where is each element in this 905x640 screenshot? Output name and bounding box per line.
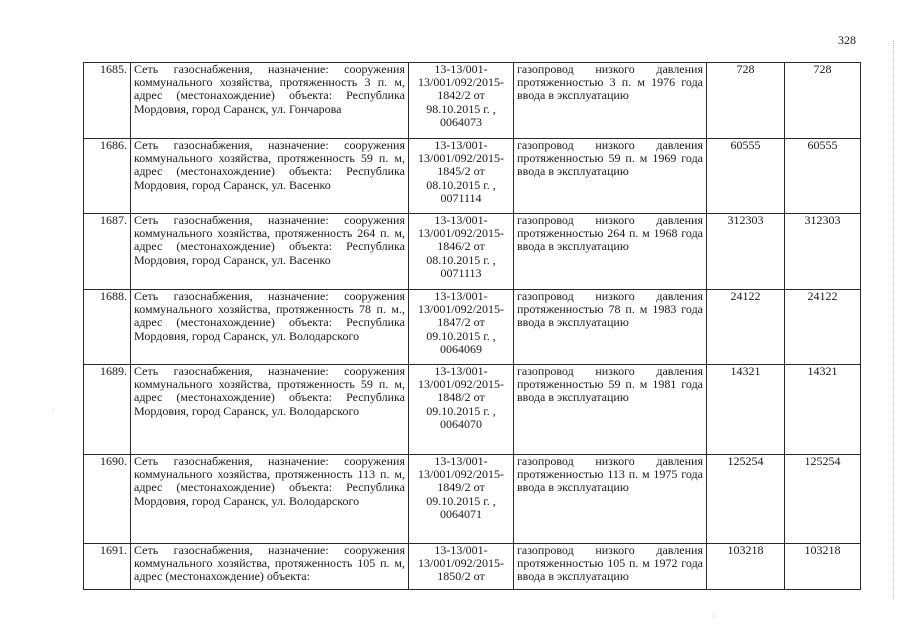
row-number: 1691. (84, 544, 131, 590)
value-cell: 103218 (785, 544, 861, 590)
value-cell: 24122 (785, 290, 861, 365)
row-number: 1689. (84, 365, 131, 455)
object-description: Сеть газоснабжения, назначение: сооружения коммунального хозяйства, протяженность 113 п. м, адрес (местонахождение) объекта: Республика Мордовия, город Саранск, ул. Володарского (131, 455, 409, 544)
value-cell: 60555 (785, 139, 861, 214)
table-row (84, 139, 861, 214)
value-cell: 125254 (785, 455, 861, 544)
scan-edge-artifact (893, 40, 900, 600)
table-row (84, 455, 861, 544)
table-row (84, 214, 861, 290)
pipeline-note: газопровод низкого давления протяженностью 78 п. м 1983 года ввода в эксплуатацию (514, 290, 707, 365)
value-cell: 14321 (785, 365, 861, 455)
row-number: 1685. (84, 63, 131, 139)
row-number: 1690. (84, 455, 131, 544)
value-cell: 103218 (707, 544, 785, 590)
registration-record: 13-13/001-13/001/092/2015-1850/2 от (409, 544, 514, 590)
object-description: Сеть газоснабжения, назначение: сооружения коммунального хозяйства, протяженность 59 п. м, адрес (местонахождение) объекта: Республика Мордовия, город Саранск, ул. Володарского (131, 365, 409, 455)
scan-speck: · (712, 612, 715, 621)
registry-table (83, 62, 861, 590)
value-cell: 312303 (707, 214, 785, 290)
registration-record: 13-13/001-13/001/092/2015-1842/2 от 98.10.2015 г. , 0064073 (409, 63, 514, 139)
value-cell: 728 (707, 63, 785, 139)
table-row (84, 290, 861, 365)
value-cell: 60555 (707, 139, 785, 214)
object-description: Сеть газоснабжения, назначение: сооружения коммунального хозяйства, протяженность 59 п. м, адрес (местонахождение) объекта: Республика Мордовия, город Саранск, ул. Васенко (131, 139, 409, 214)
row-number: 1688. (84, 290, 131, 365)
pipeline-note: газопровод низкого давления протяженностью 59 п. м 1969 года ввода в эксплуатацию (514, 139, 707, 214)
object-description: Сеть газоснабжения, назначение: сооружения коммунального хозяйства, протяженность 3 п. м, адрес (местонахождение) объекта: Республика Мордовия, город Саранск, ул. Гончарова (131, 63, 409, 139)
registration-record: 13-13/001-13/001/092/2015-1845/2 от 08.10.2015 г. , 0071114 (409, 139, 514, 214)
object-description: Сеть газоснабжения, назначение: сооружения коммунального хозяйства, протяженность 78 п. м., адрес (местонахождение) объекта: Республика Мордовия, город Саранск, ул. Володарского (131, 290, 409, 365)
table-row (84, 365, 861, 455)
table-row (84, 63, 861, 139)
pipeline-note: газопровод низкого давления протяженностью 264 п. м 1968 года ввода в эксплуатацию (514, 214, 707, 290)
registration-record: 13-13/001-13/001/092/2015-1846/2 от 08.10.2015 г. , 0071113 (409, 214, 514, 290)
value-cell: 728 (785, 63, 861, 139)
pipeline-note: газопровод низкого давления протяженностью 3 п. м 1976 года ввода в эксплуатацию (514, 63, 707, 139)
pipeline-note: газопровод низкого давления протяженностью 105 п. м 1972 года ввода в эксплуатацию (514, 544, 707, 590)
object-description: Сеть газоснабжения, назначение: сооружения коммунального хозяйства, протяженность 264 п. м, адрес (местонахождение) объекта: Республика Мордовия, город Саранск, ул. Васенко (131, 214, 409, 290)
value-cell: 14321 (707, 365, 785, 455)
value-cell: 24122 (707, 290, 785, 365)
scan-speck: · (52, 406, 55, 415)
registration-record: 13-13/001-13/001/092/2015-1849/2 от 09.10.2015 г. , 0064071 (409, 455, 514, 544)
object-description: Сеть газоснабжения, назначение: сооружения коммунального хозяйства, протяженность 105 п. м, адрес (местонахождение) объекта: (131, 544, 409, 590)
value-cell: 125254 (707, 455, 785, 544)
table-row (84, 544, 861, 590)
row-number: 1686. (84, 139, 131, 214)
registration-record: 13-13/001-13/001/092/2015-1847/2 от 09.10.2015 г. , 0064069 (409, 290, 514, 365)
value-cell: 312303 (785, 214, 861, 290)
pipeline-note: газопровод низкого давления протяженностью 59 п. м 1981 года ввода в эксплуатацию (514, 365, 707, 455)
registration-record: 13-13/001-13/001/092/2015-1848/2 от 09.10.2015 г. , 0064070 (409, 365, 514, 455)
page-number: 328 (838, 33, 856, 47)
row-number: 1687. (84, 214, 131, 290)
pipeline-note: газопровод низкого давления протяженностью 113 п. м 1975 года ввода в эксплуатацию (514, 455, 707, 544)
